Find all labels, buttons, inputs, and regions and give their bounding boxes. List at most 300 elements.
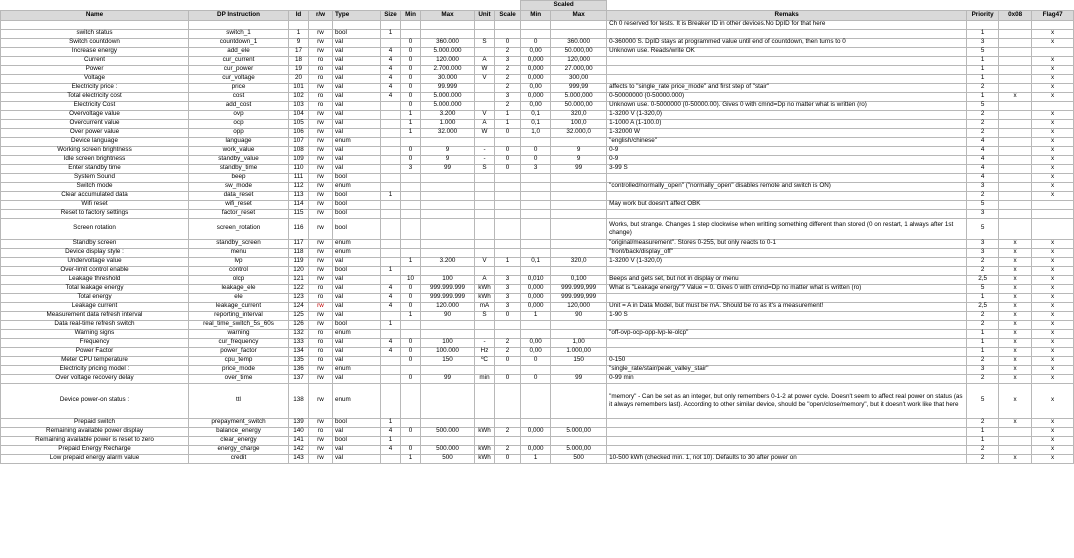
cell-flag-0x08 [999,445,1032,454]
cell-type: val [333,38,381,47]
cell-id: 142 [289,445,309,454]
cell-flag-47: x [1032,137,1074,146]
table-row [1,200,1074,209]
cell-scaled-min: 0,000 [521,92,551,101]
cell-remarks [607,427,967,436]
cell-unit: ºC [475,356,495,365]
cell-type: val [333,275,381,284]
cell-max: 99 [421,164,475,173]
cell-rw: rw [309,436,333,445]
cell-rw: rw [309,38,333,47]
cell-type: val [333,110,381,119]
cell-flag-0x08: x [999,454,1032,463]
col-size-header: Size [381,10,401,20]
cell-id: 139 [289,418,309,427]
cell-scaled-min [521,29,551,38]
cell-scaled-max: 32.000,0 [551,128,607,137]
cell-remarks: 0-9 [607,155,967,164]
cell-scaled-max: 99 [551,374,607,383]
cell-rw: rw [309,320,333,329]
cell-scale: 3 [495,92,521,101]
table-body [1,20,1074,463]
cell-id: 103 [289,101,309,110]
cell-scale [495,329,521,338]
cell-remarks [607,173,967,182]
cell-priority: 2 [967,320,999,329]
cell-size [381,239,401,248]
cell-type: val [333,284,381,293]
cell-min [401,200,421,209]
cell-scaled-min [521,436,551,445]
col-flag47-header: Flag47 [1032,10,1074,20]
cell-priority: 5 [967,200,999,209]
cell-scale [495,182,521,191]
cell-dp-instruction: add_cost [189,101,289,110]
cell-name: Voltage [1,74,189,83]
cell-priority: 2 [967,374,999,383]
cell-id: 141 [289,436,309,445]
cell-flag-47: x [1032,311,1074,320]
cell-flag-0x08 [999,119,1032,128]
col-0x08-header: 0x08 [999,10,1032,20]
cell-flag-47: x [1032,427,1074,436]
cell-size: 4 [381,92,401,101]
cell-dp-instruction: price_mode [189,365,289,374]
cell-scale: 2 [495,83,521,92]
cell-flag-0x08 [999,101,1032,110]
cell-remarks [607,445,967,454]
cell-rw: ro [309,347,333,356]
cell-rw: ro [309,56,333,65]
table-row [1,218,1074,239]
table-row [1,191,1074,200]
cell-scaled-min: 0,00 [521,101,551,110]
cell-type: val [333,347,381,356]
cell-size: 1 [381,191,401,200]
cell-priority: 1 [967,29,999,38]
cell-name: Overcurrent value [1,119,189,128]
cell-dp-instruction: credit [189,454,289,463]
cell-type: enum [333,137,381,146]
cell-name: Overvoltage value [1,110,189,119]
table-row [1,101,1074,110]
cell-type: bool [333,191,381,200]
cell-unit: W [475,128,495,137]
cell-name: Wifi reset [1,200,189,209]
cell-flag-47: x [1032,338,1074,347]
cell-scaled-min [521,182,551,191]
cell-size [381,248,401,257]
cell-type: val [333,311,381,320]
cell-max [421,182,475,191]
cell-id: 106 [289,128,309,137]
cell-name: Screen rotation [1,218,189,239]
cell-dp-instruction: olcp [189,275,289,284]
cell-rw: rw [309,374,333,383]
cell-dp-instruction: switch_1 [189,29,289,38]
cell-name: Prepaid Energy Recharge [1,445,189,454]
cell-flag-47 [1032,209,1074,218]
cell-max: 9 [421,146,475,155]
cell-size: 4 [381,83,401,92]
cell-type: val [333,164,381,173]
cell-id: 108 [289,146,309,155]
cell-scaled-min [521,20,551,29]
cell-min: 0 [401,293,421,302]
cell-type: val [333,101,381,110]
cell-max [421,329,475,338]
cell-unit: V [475,257,495,266]
cell-remarks [607,65,967,74]
cell-rw: rw [309,191,333,200]
cell-type: val [333,445,381,454]
cell-scaled-max: 120,000 [551,302,607,311]
cell-scale [495,436,521,445]
cell-id: 124 [289,302,309,311]
cell-priority: 1 [967,436,999,445]
cell-size [381,356,401,365]
cell-size [381,454,401,463]
cell-flag-0x08 [999,47,1032,56]
cell-scale: 0 [495,374,521,383]
cell-remarks: Unit = A in Data Model, but must be mA. Should be ro as it's a measurement! [607,302,967,311]
cell-priority: 5 [967,383,999,418]
cell-scaled-min: 0,000 [521,293,551,302]
cell-unit [475,173,495,182]
cell-scaled-min: 0 [521,146,551,155]
cell-scale [495,191,521,200]
cell-scaled-max [551,320,607,329]
cell-dp-instruction: beep [189,173,289,182]
cell-rw: rw [309,248,333,257]
cell-flag-47: x [1032,155,1074,164]
cell-scaled-min: 0,000 [521,56,551,65]
cell-min: 0 [401,427,421,436]
cell-id: 135 [289,356,309,365]
cell-size: 1 [381,436,401,445]
cell-scale [495,209,521,218]
table-row [1,92,1074,101]
cell-scaled-max [551,191,607,200]
cell-id: 132 [289,329,309,338]
cell-priority: 2 [967,83,999,92]
cell-flag-47: x [1032,182,1074,191]
cell-size: 1 [381,320,401,329]
cell-id: 122 [289,284,309,293]
cell-max [421,137,475,146]
cell-remarks: Ch 0 reserved for tests. It is Breaker ID in other devices.No DpID for that here [607,20,967,29]
header-row [1,10,1074,20]
cell-priority: 1 [967,56,999,65]
cell-type: val [333,338,381,347]
cell-name: Remaining available power display [1,427,189,436]
cell-remarks: 1-3200 V (1-320,0) [607,110,967,119]
cell-flag-47: x [1032,164,1074,173]
cell-max [421,365,475,374]
cell-remarks: 1-1000 A (1-100.0) [607,119,967,128]
cell-remarks: 1-32000 W [607,128,967,137]
cell-priority: 2 [967,128,999,137]
cell-flag-0x08 [999,209,1032,218]
cell-rw: rw [309,266,333,275]
cell-name [1,20,189,29]
cell-max [421,29,475,38]
cell-name: Device language [1,137,189,146]
cell-dp-instruction: ovp [189,110,289,119]
cell-scaled-min: 0,000 [521,74,551,83]
cell-rw [309,20,333,29]
cell-flag-0x08 [999,56,1032,65]
cell-priority: 1 [967,329,999,338]
cell-dp-instruction: ele [189,293,289,302]
cell-max: 5.000.000 [421,92,475,101]
cell-dp-instruction: price [189,83,289,92]
cell-type: bool [333,266,381,275]
cell-min: 0 [401,83,421,92]
cell-unit [475,320,495,329]
cell-remarks: Works, but strange. Changes 1 step clockwise when writting something different than stored (0 on restart, 1 always after 1st change) [607,218,967,239]
cell-max: 32.000 [421,128,475,137]
cell-dp-instruction: lvp [189,257,289,266]
cell-remarks [607,74,967,83]
cell-scale: 0 [495,311,521,320]
cell-min [401,436,421,445]
cell-type: val [333,92,381,101]
cell-max: 100 [421,275,475,284]
cell-scaled-max: 999,99 [551,83,607,92]
cell-min [401,383,421,418]
cell-flag-0x08: x [999,347,1032,356]
cell-unit [475,83,495,92]
cell-priority: 2,5 [967,302,999,311]
cell-scaled-max: 90 [551,311,607,320]
cell-id: 20 [289,74,309,83]
cell-scale [495,137,521,146]
cell-remarks: Unknown use. 0-5000000 (0-50000.00). Gives 0 with cmnd=Dp no matter what is written (ro) [607,101,967,110]
table-row [1,47,1074,56]
cell-rw: rw [309,164,333,173]
cell-name: Power Factor [1,347,189,356]
cell-min: 0 [401,347,421,356]
cell-min [401,209,421,218]
cell-name: Electricity pricing model : [1,365,189,374]
cell-scale: 0 [495,164,521,173]
cell-flag-0x08: x [999,302,1032,311]
cell-remarks: affects to "single_rate price_mode" and first step of "stair" [607,83,967,92]
cell-id: 110 [289,164,309,173]
cell-remarks: Unknown use. Reads/write OK [607,47,967,56]
cell-id: 102 [289,92,309,101]
cell-dp-instruction: over_time [189,374,289,383]
cell-flag-47: x [1032,302,1074,311]
cell-name: Leakage threshold [1,275,189,284]
cell-name: Idle screen brightness [1,155,189,164]
cell-dp-instruction: real_time_switch_5s_60s [189,320,289,329]
cell-dp-instruction: wifi_reset [189,200,289,209]
cell-id: 101 [289,83,309,92]
cell-remarks: 0-50000000 (0-50000.000) [607,92,967,101]
cell-flag-47: x [1032,38,1074,47]
cell-max: 150 [421,356,475,365]
cell-type: val [333,74,381,83]
cell-max: 2.700.000 [421,65,475,74]
cell-min [401,137,421,146]
cell-dp-instruction: menu [189,248,289,257]
cell-dp-instruction: energy_charge [189,445,289,454]
cell-remarks [607,338,967,347]
cell-dp-instruction: add_ele [189,47,289,56]
cell-max [421,20,475,29]
cell-type: val [333,374,381,383]
cell-priority: 4 [967,173,999,182]
cell-flag-0x08 [999,83,1032,92]
cell-unit [475,329,495,338]
cell-type: val [333,65,381,74]
cell-scale [495,266,521,275]
cell-min: 0 [401,92,421,101]
cell-id: 137 [289,374,309,383]
cell-unit: kWh [475,445,495,454]
cell-priority: 4 [967,137,999,146]
cell-priority: 2 [967,266,999,275]
cell-dp-instruction: standby_value [189,155,289,164]
cell-scaled-max [551,209,607,218]
cell-min [401,418,421,427]
cell-scaled-min: 0,000 [521,284,551,293]
cell-max: 99.999 [421,83,475,92]
cell-remarks [607,418,967,427]
table-row [1,83,1074,92]
cell-flag-0x08 [999,137,1032,146]
cell-dp-instruction: clear_energy [189,436,289,445]
cell-dp-instruction: work_value [189,146,289,155]
cell-id: 105 [289,119,309,128]
cell-size [381,20,401,29]
cell-scaled-max: 120,000 [551,56,607,65]
cell-id: 113 [289,191,309,200]
col-name-header: Name [1,10,189,20]
cell-scaled-min: 0,1 [521,257,551,266]
cell-scaled-min [521,209,551,218]
cell-name: Prepaid switch [1,418,189,427]
cell-scale [495,365,521,374]
cell-id: 126 [289,320,309,329]
cell-scaled-min [521,200,551,209]
cell-min [401,239,421,248]
cell-rw: rw [309,454,333,463]
cell-priority: 5 [967,47,999,56]
cell-scale: 0 [495,38,521,47]
cell-max: 360.000 [421,38,475,47]
cell-priority: 1 [967,65,999,74]
cell-max [421,418,475,427]
cell-dp-instruction: language [189,137,289,146]
cell-flag-47: x [1032,320,1074,329]
cell-scale: 2 [495,101,521,110]
cell-scale [495,218,521,239]
cell-name: Data real-time refresh switch [1,320,189,329]
table-row [1,65,1074,74]
table-row [1,146,1074,155]
cell-remarks: 0-99 min [607,374,967,383]
cell-flag-47: x [1032,128,1074,137]
cell-id: 114 [289,200,309,209]
cell-flag-0x08 [999,110,1032,119]
cell-dp-instruction: cur_power [189,65,289,74]
cell-unit: V [475,110,495,119]
cell-remarks: What is "Leakage energy"? Value = 0. Gives 0 with cmnd=Dp no matter what is written (ro) [607,284,967,293]
cell-size: 4 [381,284,401,293]
cell-priority: 2 [967,418,999,427]
cell-name: Over-limit control enable [1,266,189,275]
cell-id: 1 [289,29,309,38]
cell-max [421,200,475,209]
cell-size: 4 [381,47,401,56]
table-row [1,347,1074,356]
cell-flag-47: x [1032,191,1074,200]
cell-id: 17 [289,47,309,56]
cell-flag-0x08 [999,20,1032,29]
cell-rw: rw [309,29,333,38]
cell-rw: rw [309,239,333,248]
cell-priority: 2 [967,445,999,454]
cell-scaled-max [551,182,607,191]
cell-type: bool [333,418,381,427]
table-row [1,239,1074,248]
cell-min [401,329,421,338]
cell-type: bool [333,29,381,38]
cell-type: bool [333,209,381,218]
cell-remarks [607,56,967,65]
col-priority-header: Priority [967,10,999,20]
cell-flag-47: x [1032,146,1074,155]
cell-name: Power [1,65,189,74]
cell-rw: rw [309,83,333,92]
cell-type: val [333,257,381,266]
cell-max [421,218,475,239]
cell-dp-instruction: leakage_ele [189,284,289,293]
cell-min: 0 [401,65,421,74]
cell-scale: 1 [495,110,521,119]
cell-unit: A [475,56,495,65]
cell-dp-instruction: reporting_interval [189,311,289,320]
cell-rw: rw [309,383,333,418]
cell-unit: kWh [475,427,495,436]
cell-flag-0x08 [999,38,1032,47]
cell-unit [475,182,495,191]
cell-min: 0 [401,338,421,347]
cell-scaled-min: 0,000 [521,445,551,454]
cell-scaled-max [551,218,607,239]
cell-priority: 5 [967,101,999,110]
cell-flag-47: x [1032,239,1074,248]
table-row [1,320,1074,329]
cell-id: 140 [289,427,309,436]
cell-dp-instruction: power_factor [189,347,289,356]
cell-scaled-max: 9 [551,155,607,164]
cell-dp-instruction: opp [189,128,289,137]
cell-rw: rw [309,182,333,191]
cell-rw: ro [309,92,333,101]
cell-scale [495,383,521,418]
cell-scale [495,418,521,427]
cell-unit [475,101,495,110]
cell-flag-0x08 [999,74,1032,83]
cell-flag-0x08 [999,173,1032,182]
cell-max [421,383,475,418]
cell-scaled-max: 999.999,999 [551,284,607,293]
col-id-header: Id [289,10,309,20]
